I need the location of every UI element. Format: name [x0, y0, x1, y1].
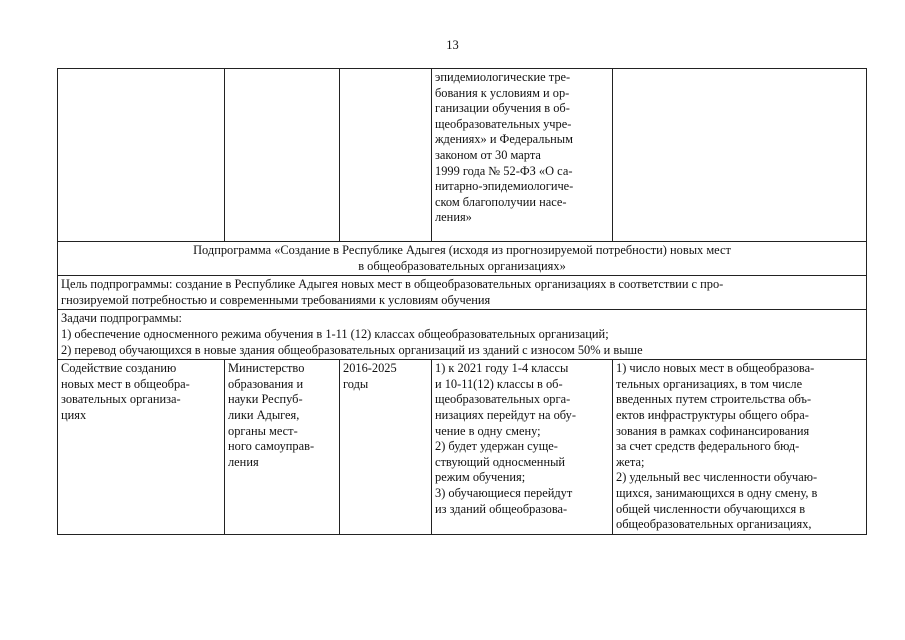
subprogram-goal: Цель подпрограммы: создание в Республике Адыгея новых мест в общеобразовательных организациях в соответствии с про- гнозируемой потребностью и современными требованиями к условиям обучения — [58, 276, 867, 310]
cell-executor: Министерство образования и науки Респуб- лики Адыгея, органы мест- ного самоуправ- ления — [225, 360, 340, 535]
table-row-goal — [58, 276, 867, 310]
cell-executor-empty — [225, 69, 340, 242]
cell-legal-basis: эпидемиологические тре- бования к условиям и ор- ганизации обучения в об- щеобразовательных учре- ждениях» и Федеральным законом от 30 марта 1999 года № 52-ФЗ «О са- нитарно-эпидемиологиче- ском благополучии насе- ления» — [432, 69, 613, 242]
page-number: 13 — [446, 38, 459, 52]
subprogram-title: Подпрограмма «Создание в Республике Адыгея (исходя из прогнозируемой потребности) новых мест в общеобразовательных организациях» — [58, 242, 867, 276]
table-row-activity — [58, 360, 867, 535]
cell-indicator-empty — [613, 69, 867, 242]
cell-measure-empty — [58, 69, 225, 242]
cell-period-empty — [340, 69, 432, 242]
subprogram-tasks: Задачи подпрограммы: 1) обеспечение односменного режима обучения в 1-11 (12) классах общеобразовательных организаций; 2) перевод обучающихся в новые здания общеобразовательных организаций из зданий с износом 50% и выше — [58, 310, 867, 360]
table-row-subprogram-title — [58, 242, 867, 276]
cell-indicators: 1) число новых мест в общеобразова- тельных организациях, в том числе введенных путем строительства объ- ектов инфраструктуры общего обра- зования в рамках софинансирования за счет средств федерального бюд- жета; 2) удельный вес численности обучаю- щихся, занимающихся в одну смену, в общей численности обучающихся в общеобразовательных организациях, — [613, 360, 867, 535]
cell-measure: Содействие созданию новых мест в общеобра- зовательных организа- циях — [58, 360, 225, 535]
cell-period: 2016-2025 годы — [340, 360, 432, 535]
table-row-continuation — [58, 69, 867, 242]
program-table — [57, 68, 867, 535]
cell-results: 1) к 2021 году 1-4 классы и 10-11(12) классы в об- щеобразовательных орга- низациях перейдут на обу- чение в одну смену; 2) будет удержан суще- ствующий односменный режим обучения; 3) обучающиеся перейдут из зданий общеобразова- — [432, 360, 613, 535]
table-row-tasks — [58, 310, 867, 360]
